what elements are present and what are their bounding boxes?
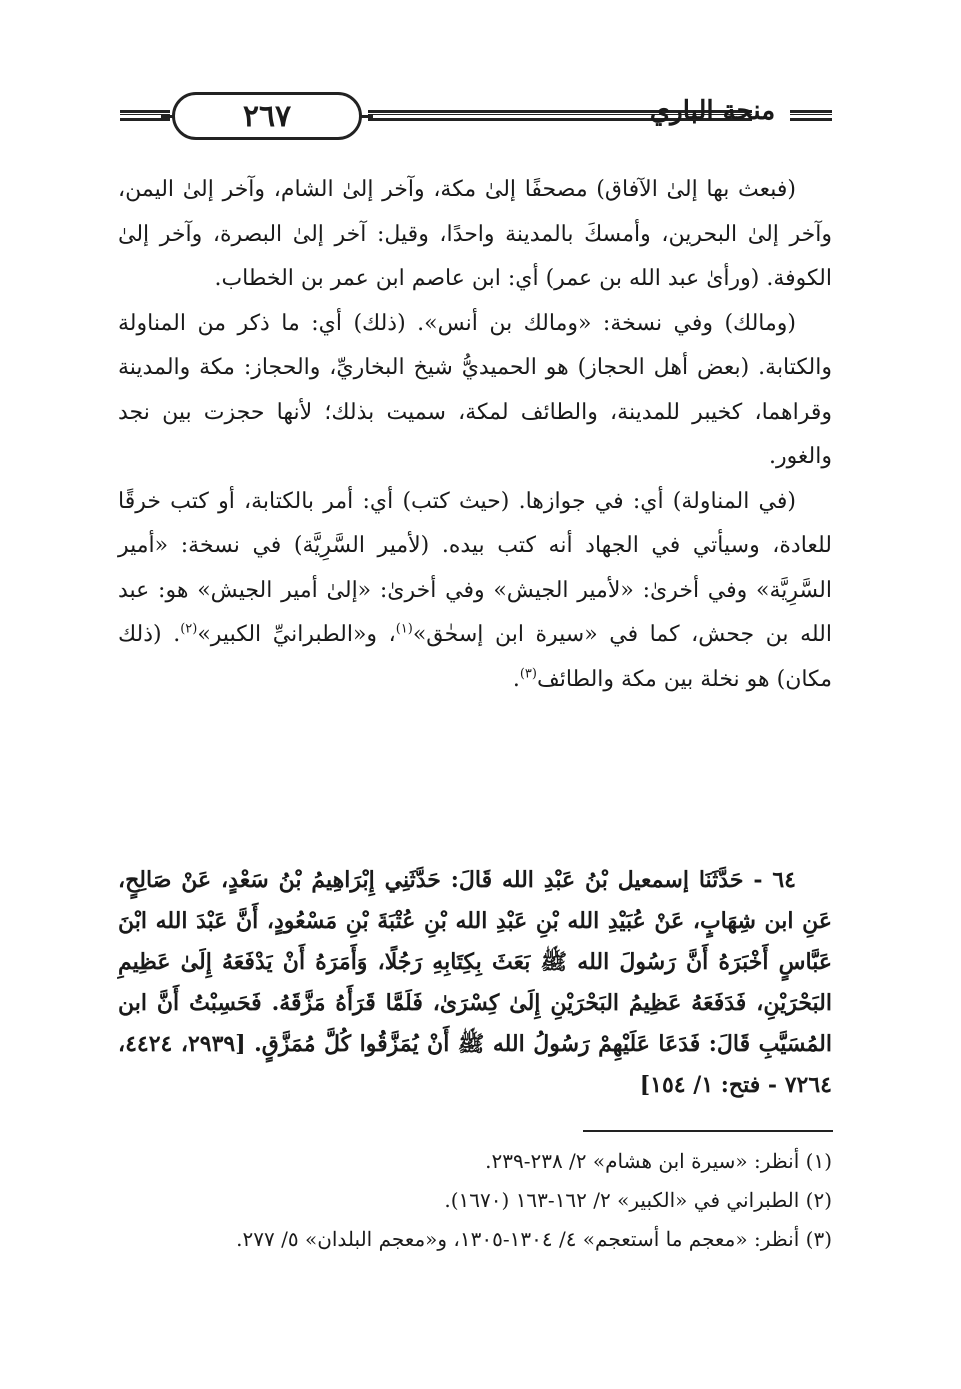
footnotes <box>118 1142 832 1259</box>
hadith-text: ٦٤ - حَدَّثَنَا إسمعيل بْنُ عَبْدِ الله قَالَ: حَدَّثَنِي إِبْرَاهِيمُ بْنُ سَعْدٍ، عَنْ صَالِحٍ، عَنِ ابن شِهَابٍ، عَنْ عُبَيْدِ الله بْنِ عَبْدِ الله بْنِ عُتْبَةَ بْنِ مَسْعُودٍ، أَنَّ عَبْدَ الله ابْنَ عَبَّاسٍ أَخْبَرَهُ أَنَّ رَسُولَ الله ﷺ بَعَثَ بِكِتَابِهِ رَجُلًا، وَأَمَرَهُ أَنْ يَدْفَعَهُ إِلَىٰ عَظِيمِ البَحْرَيْنِ، فَدَفَعَهُ عَظِيمُ البَحْرَيْنِ إِلَىٰ كِسْرَىٰ، فَلَمَّا قَرَأَهُ مَزَّقَهُ. فَحَسِبْتُ أَنَّ ابن المُسَيَّبِ قَالَ: فَدَعَا عَلَيْهِمْ رَسُولُ الله ﷺ أَنْ يُمَزَّقُوا كُلَّ مُمَزَّقٍ. [٢٩٣٩، ٤٤٢٤، ٧٢٦٤ - فتح: ١/ ١٥٤] <box>118 867 832 1098</box>
paragraph-3 <box>118 480 832 703</box>
running-title: منحة الباري <box>649 96 776 126</box>
footnote-3: (٣) أنظر: «معجم ما أستعجم» ٤/ ١٣٠٤-١٣٠٥، و«معجم البلدان» ٥/ ٢٧٧. <box>236 1227 832 1251</box>
footnote-separator <box>583 1130 833 1132</box>
footnote-ref-1[interactable]: (١) <box>395 621 413 637</box>
paragraph-1: (فبعث بها إلىٰ الآفاق) مصحفًا إلىٰ مكة، وآخر إلىٰ الشام، وآخر إلىٰ اليمن، وآخر إلىٰ البحرين، وأمسكَ بالمدينة واحدًا، وقيل: آخر إلىٰ البصرة، وآخر إلىٰ الكوفة. (ورأىٰ عبد الله بن عمر) أي: ابن عاصم ابن عمر بن الخطاب. <box>118 177 832 291</box>
footnote-1: (١) أنظر: «سيرة ابن هشام» ٢/ ٢٣٨-٢٣٩. <box>485 1149 832 1173</box>
paragraph-3-text-b: ، و«الطبرانيِّ الكبير» <box>197 622 396 647</box>
footnote-ref-2[interactable]: (٢) <box>180 621 198 637</box>
paragraph-3-text-a: (في المناولة) أي: في جوازها. (حيث كتب) أي: أمر بالكتابة، أو كتب خرقًا للعادة، وسيأتي في الجهاد أنه كتب بيده. (لأمير السَّرِيَّة) في نسخة: «أمير السَّرِيَّة» وفي أخرىٰ: «لأمير الجيش» وفي أخرىٰ: «إلىٰ أمير الجيش» هو: عبد الله بن جحش، كما في «سيرة ابن إسحٰق» <box>118 488 832 647</box>
paragraph-3-text-d: . <box>512 666 520 692</box>
header-rule-right <box>790 110 832 121</box>
paragraph-2: (ومالك) وفي نسخة: «ومالك بن أنس». (ذلك) أي: ما ذكر من المناولة والكتابة. (بعض أهل الحجاز) هو الحميديُّ شيخ البخاريِّ، والحجاز: مكة والمدينة وقراهما، كخيبر للمدينة، والطائف لمكة، سميت بذلك؛ لأنها حجزت بين نجد والغور. <box>118 310 832 469</box>
commentary-text <box>118 168 832 702</box>
footnote-ref-3[interactable]: (٣) <box>519 666 537 682</box>
footnote-2: (٢) الطبراني في «الكبير» ٢/ ١٦٢-١٦٣ (١٦٧٠). <box>444 1188 832 1212</box>
paragraph-3-text-c: . (ذلك مكان) هو نخلة بين مكة والطائف <box>118 622 832 692</box>
page-number-badge <box>172 92 362 140</box>
page-header <box>120 88 832 144</box>
page-number: ٢٦٧ <box>242 98 292 134</box>
